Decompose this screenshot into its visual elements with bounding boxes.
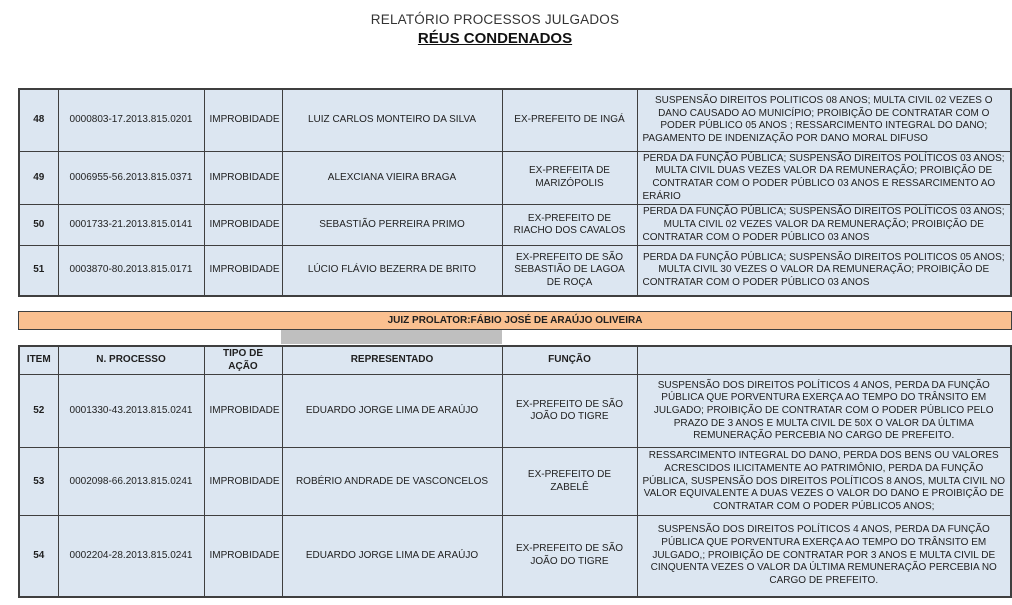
table-row	[19, 375, 1011, 448]
judge-section-header	[18, 311, 1012, 330]
sentence-cell: SUSPENSÃO DIREITOS POLITICOS 08 ANOS; MULTA CIVIL 02 VEZES O DANO CAUSADO AO MUNICÍPIO; PROIBIÇÃO DE CONTRATAR COM O PODER PÚBLICO 05 ANOS ; RESSARCIMENTO INTEGRAL DO DANO; PAGAMENTO DE INDENIZAÇÃO POR DANO MORAL DIFUSO	[637, 89, 1011, 151]
role-cell: EX-PREFEITO DE SÃO JOÃO DO TIGRE	[502, 516, 637, 597]
selection-highlight-block	[281, 330, 502, 344]
column-header-funcao: FUNÇÃO	[502, 346, 637, 375]
process-number-cell: 0006955-56.2013.815.0371	[58, 151, 204, 205]
column-header-processo: N. PROCESSO	[58, 346, 204, 375]
defendant-cell: LÚCIO FLÁVIO BEZERRA DE BRITO	[282, 246, 502, 296]
action-type-cell: IMPROBIDADE	[204, 246, 282, 296]
process-number-cell: 0003870-80.2013.815.0171	[58, 246, 204, 296]
defendant-cell: ALEXCIANA VIEIRA BRAGA	[282, 151, 502, 205]
column-header-item: ITEM	[19, 346, 58, 375]
table-row	[19, 246, 1011, 296]
role-cell: EX-PREFEITO DE RIACHO DOS CAVALOS	[502, 205, 637, 246]
action-type-cell: IMPROBIDADE	[204, 151, 282, 205]
role-cell: EX-PREFEITO DE SÃO JOÃO DO TIGRE	[502, 375, 637, 448]
column-header-row	[19, 346, 1011, 375]
role-cell: EX-PREFEITA DE MARIZÓPOLIS	[502, 151, 637, 205]
action-type-cell: IMPROBIDADE	[204, 448, 282, 516]
column-header-tipo: TIPO DE AÇÃO	[204, 346, 282, 375]
sentence-cell: RESSARCIMENTO INTEGRAL DO DANO, PERDA DOS BENS OU VALORES ACRESCIDOS ILICITAMENTE AO PATRIMÔNIO, PERDA DA FUNÇÃO PÚBLICA, SUSPENSÃO DOS DIREITOS POLÍTICOS 8 ANOS, MULTA CIVIL NO VALOR EQUIVALENTE A DUAS VEZES O VALOR DO DANO E PROIBIÇÃO DE CONTRATAR COM O PODER PÚBLICO5 ANOS;	[637, 448, 1011, 516]
table-row	[19, 205, 1011, 246]
item-cell: 53	[19, 448, 58, 516]
item-cell: 51	[19, 246, 58, 296]
action-type-cell: IMPROBIDADE	[204, 375, 282, 448]
process-number-cell: 0002204-28.2013.815.0241	[58, 516, 204, 597]
item-cell: 49	[19, 151, 58, 205]
sentence-cell: PERDA DA FUNÇÃO PÚBLICA; SUSPENSÃO DIREITOS POLÍTICOS 03 ANOS; MULTA CIVIL DUAS VEZES VALOR DA REMUNERAÇÃO; PROIBIÇÃO DE CONTRATAR COM O PODER PÚBLICO 03 ANOS E RESSARCIMENTO AO ERÁRIO	[637, 151, 1011, 205]
condemned-table-2	[18, 345, 1012, 598]
process-number-cell: 0002098-66.2013.815.0241	[58, 448, 204, 516]
process-number-cell: 0001733-21.2013.815.0141	[58, 205, 204, 246]
item-cell: 52	[19, 375, 58, 448]
defendant-cell: EDUARDO JORGE LIMA DE ARAÚJO	[282, 375, 502, 448]
item-cell: 54	[19, 516, 58, 597]
sentence-cell: SUSPENSÃO DOS DIREITOS POLÍTICOS 4 ANOS, PERDA DA FUNÇÃO PÚBLICA QUE PORVENTURA EXERÇA AO TEMPO DO TRÂNSITO EM JULGADO; PROIBIÇÃO DE CONTRATAR COM O PODER PÚBLICO PELO PRAZO DE 3 ANOS E MULTA CIVIL DE 50X O VALOR DA ÚLTIMA REMUNERAÇÃO PERCEBIA NO CARGO DE PREFEITO.	[637, 375, 1011, 448]
table-row	[19, 516, 1011, 597]
action-type-cell: IMPROBIDADE	[204, 205, 282, 246]
defendant-cell: SEBASTIÃO PERREIRA PRIMO	[282, 205, 502, 246]
report-header	[0, 12, 990, 47]
sentence-cell: SUSPENSÃO DOS DIREITOS POLÍTICOS 4 ANOS, PERDA DA FUNÇÃO PÚBLICA QUE PORVENTURA EXERÇA AO TEMPO DO TRÂNSITO EM JULGADO,; PROIBIÇÃO DE CONTRATAR POR 3 ANOS E MULTA CIVIL DE CINQUENTA VEZES O VALOR DA ÚLTIMA REMUNERAÇÃO PERCEBIA NO CARGO DE PREFEITO.	[637, 516, 1011, 597]
column-header-sentenca	[637, 346, 1011, 375]
item-cell: 50	[19, 205, 58, 246]
page-subtitle: RÉUS CONDENADOS	[417, 30, 573, 47]
table-row	[19, 151, 1011, 205]
process-number-cell: 0001330-43.2013.815.0241	[58, 375, 204, 448]
sentence-cell: PERDA DA FUNÇÃO PÚBLICA; SUSPENSÃO DIREITOS POLÍTICOS 03 ANOS; MULTA CIVIL 02 VEZES VALOR DA REMUNERAÇÃO; PROIBIÇÃO DE CONTRATAR COM O PODER PÚBLICO 03 ANOS	[637, 205, 1011, 246]
sentence-cell: PERDA DA FUNÇÃO PÚBLICA; SUSPENSÃO DIREITOS POLITICOS 05 ANOS; MULTA CIVIL 30 VEZES O VALOR DA REMUNERAÇÃO; PROIBIÇÃO DE CONTRATAR COM O PODER PÚBLICO 03 ANOS	[637, 246, 1011, 296]
role-cell: EX-PREFEITO DE ZABELÊ	[502, 448, 637, 516]
condemned-table-1	[18, 88, 1012, 297]
defendant-cell: EDUARDO JORGE LIMA DE ARAÚJO	[282, 516, 502, 597]
column-header-representado: REPRESENTADO	[282, 346, 502, 375]
process-number-cell: 0000803-17.2013.815.0201	[58, 89, 204, 151]
judge-section-label: JUIZ PROLATOR:FÁBIO JOSÉ DE ARAÚJO OLIVEIRA	[387, 315, 643, 326]
page-title: RELATÓRIO PROCESSOS JULGADOS	[370, 12, 620, 27]
role-cell: EX-PREFEITO DE SÃO SEBASTIÃO DE LAGOA DE ROÇA	[502, 246, 637, 296]
table-row	[19, 448, 1011, 516]
action-type-cell: IMPROBIDADE	[204, 516, 282, 597]
defendant-cell: ROBÉRIO ANDRADE DE VASCONCELOS	[282, 448, 502, 516]
action-type-cell: IMPROBIDADE	[204, 89, 282, 151]
table-row	[19, 89, 1011, 151]
item-cell: 48	[19, 89, 58, 151]
role-cell: EX-PREFEITO DE INGÁ	[502, 89, 637, 151]
defendant-cell: LUIZ CARLOS MONTEIRO DA SILVA	[282, 89, 502, 151]
